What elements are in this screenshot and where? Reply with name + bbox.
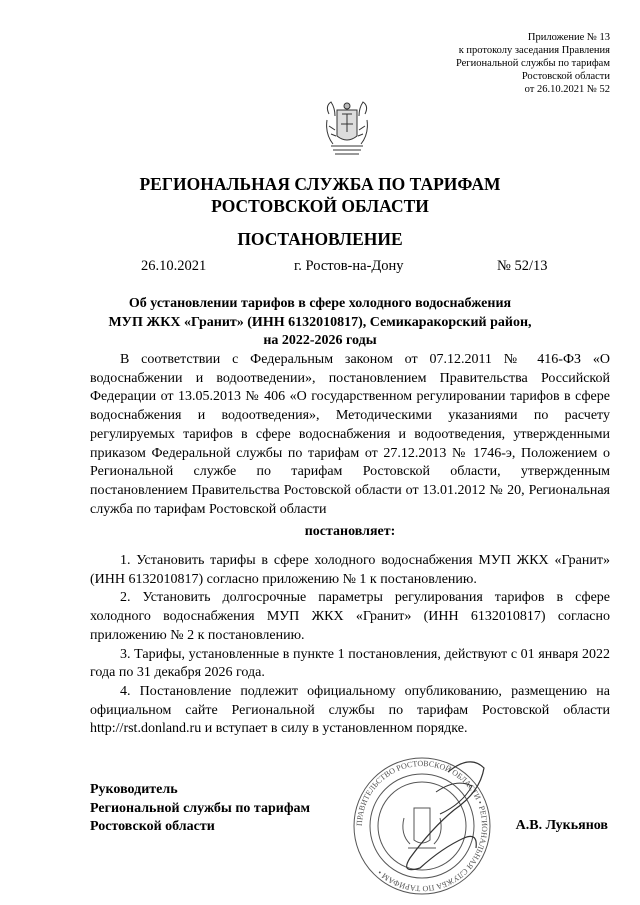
resolution-item: 3. Тарифы, установленные в пункте 1 постановления, действуют с 01 января 2022 года по 31 декабря 2026 года.: [90, 646, 610, 681]
document-date: 26.10.2021: [141, 258, 207, 274]
official-seal-icon: [352, 748, 492, 900]
annex-line: к протоколу заседания Правления: [458, 45, 610, 56]
subject-line: Об установлении тарифов в сфере холодного водоснабжения: [128, 296, 512, 311]
document-type: ПОСТАНОВЛЕНИЕ: [237, 229, 403, 249]
org-line: РЕГИОНАЛЬНАЯ СЛУЖБА ПО ТАРИФАМ: [139, 174, 501, 194]
signatory-title: [90, 781, 310, 837]
svg-text:ПРАВИТЕЛЬСТВО РОСТОВСКОЙ ОБЛАС: [355, 759, 489, 893]
signatory-name: А.В. Лукьянов: [515, 818, 608, 833]
seal-text: ПРАВИТЕЛЬСТВО РОСТОВСКОЙ ОБЛАСТИ • РЕГИОНАЛЬНАЯ СЛУЖБА ПО ТАРИФАМ •: [354, 758, 490, 894]
subject-line: МУП ЖКХ «Гранит» (ИНН 6132010817), Семикаракорский район,: [108, 314, 532, 330]
document-body: [90, 351, 610, 739]
document-number: № 52/13: [497, 258, 548, 274]
annex-header: [456, 31, 610, 96]
org-line: РОСТОВСКОЙ ОБЛАСТИ: [211, 196, 429, 216]
signatory-title-line: Руководитель: [90, 782, 178, 797]
annex-line: Приложение № 13: [527, 32, 610, 43]
subject-line: на 2022-2026 годы: [263, 333, 377, 348]
resolution-item: 2. Установить долгосрочные параметры регулирования тарифов в сфере холодного водоснабжения МУП ЖКХ «Гранит» (ИНН 6132010817) согласно приложению № 2 к постановлению.: [90, 590, 610, 643]
signatory-title-line: Региональной службы по тарифам: [90, 800, 311, 816]
handwritten-signature: [407, 762, 484, 870]
resolution-item: 1. Установить тарифы в сфере холодного водоснабжения МУП ЖКХ «Гранит» (ИНН 6132010817) согласно приложению № 1 к постановлению.: [90, 553, 610, 587]
annex-line: от 26.10.2021 № 52: [524, 84, 610, 95]
document-subject: [0, 295, 640, 351]
annex-line: Ростовской области: [521, 71, 610, 82]
organization-name: [0, 173, 640, 217]
signatory-title-line: Ростовской области: [90, 819, 215, 834]
coat-of-arms-icon: [323, 100, 371, 158]
document-place: г. Ростов-на-Дону: [294, 258, 404, 274]
resolves-heading: постановляет:: [304, 524, 396, 540]
annex-line: Региональной службы по тарифам: [455, 58, 610, 69]
resolution-item: 4. Постановление подлежит официальному опубликованию, размещению на официальном сайте Региональной службы по тарифам Ростовской области http://rst.donland.ru и вступает в силу в установленном порядке.: [90, 683, 610, 737]
preamble-paragraph: В соответствии с Федеральным законом от 07.12.2011 № 416-ФЗ «О водоснабжении и водоотведении», постановлением Правительства Российской Федерации от 13.05.2013 № 406 «О государственном регулировании тарифов в сфере водоснабжения и водоотведения», Методическими указаниями по расчету регулируемых тарифов в сфере водоснабжения и водоотведения, утвержденными приказом Федеральной службы по тарифам от 27.12.2013 № 1746-э, Положением о Региональной службе по тарифам Ростовской области, утвержденным постановлением Правительства Ростовской области от 13.01.2012 № 20, Региональная служба по тарифам Ростовской области: [90, 352, 610, 517]
